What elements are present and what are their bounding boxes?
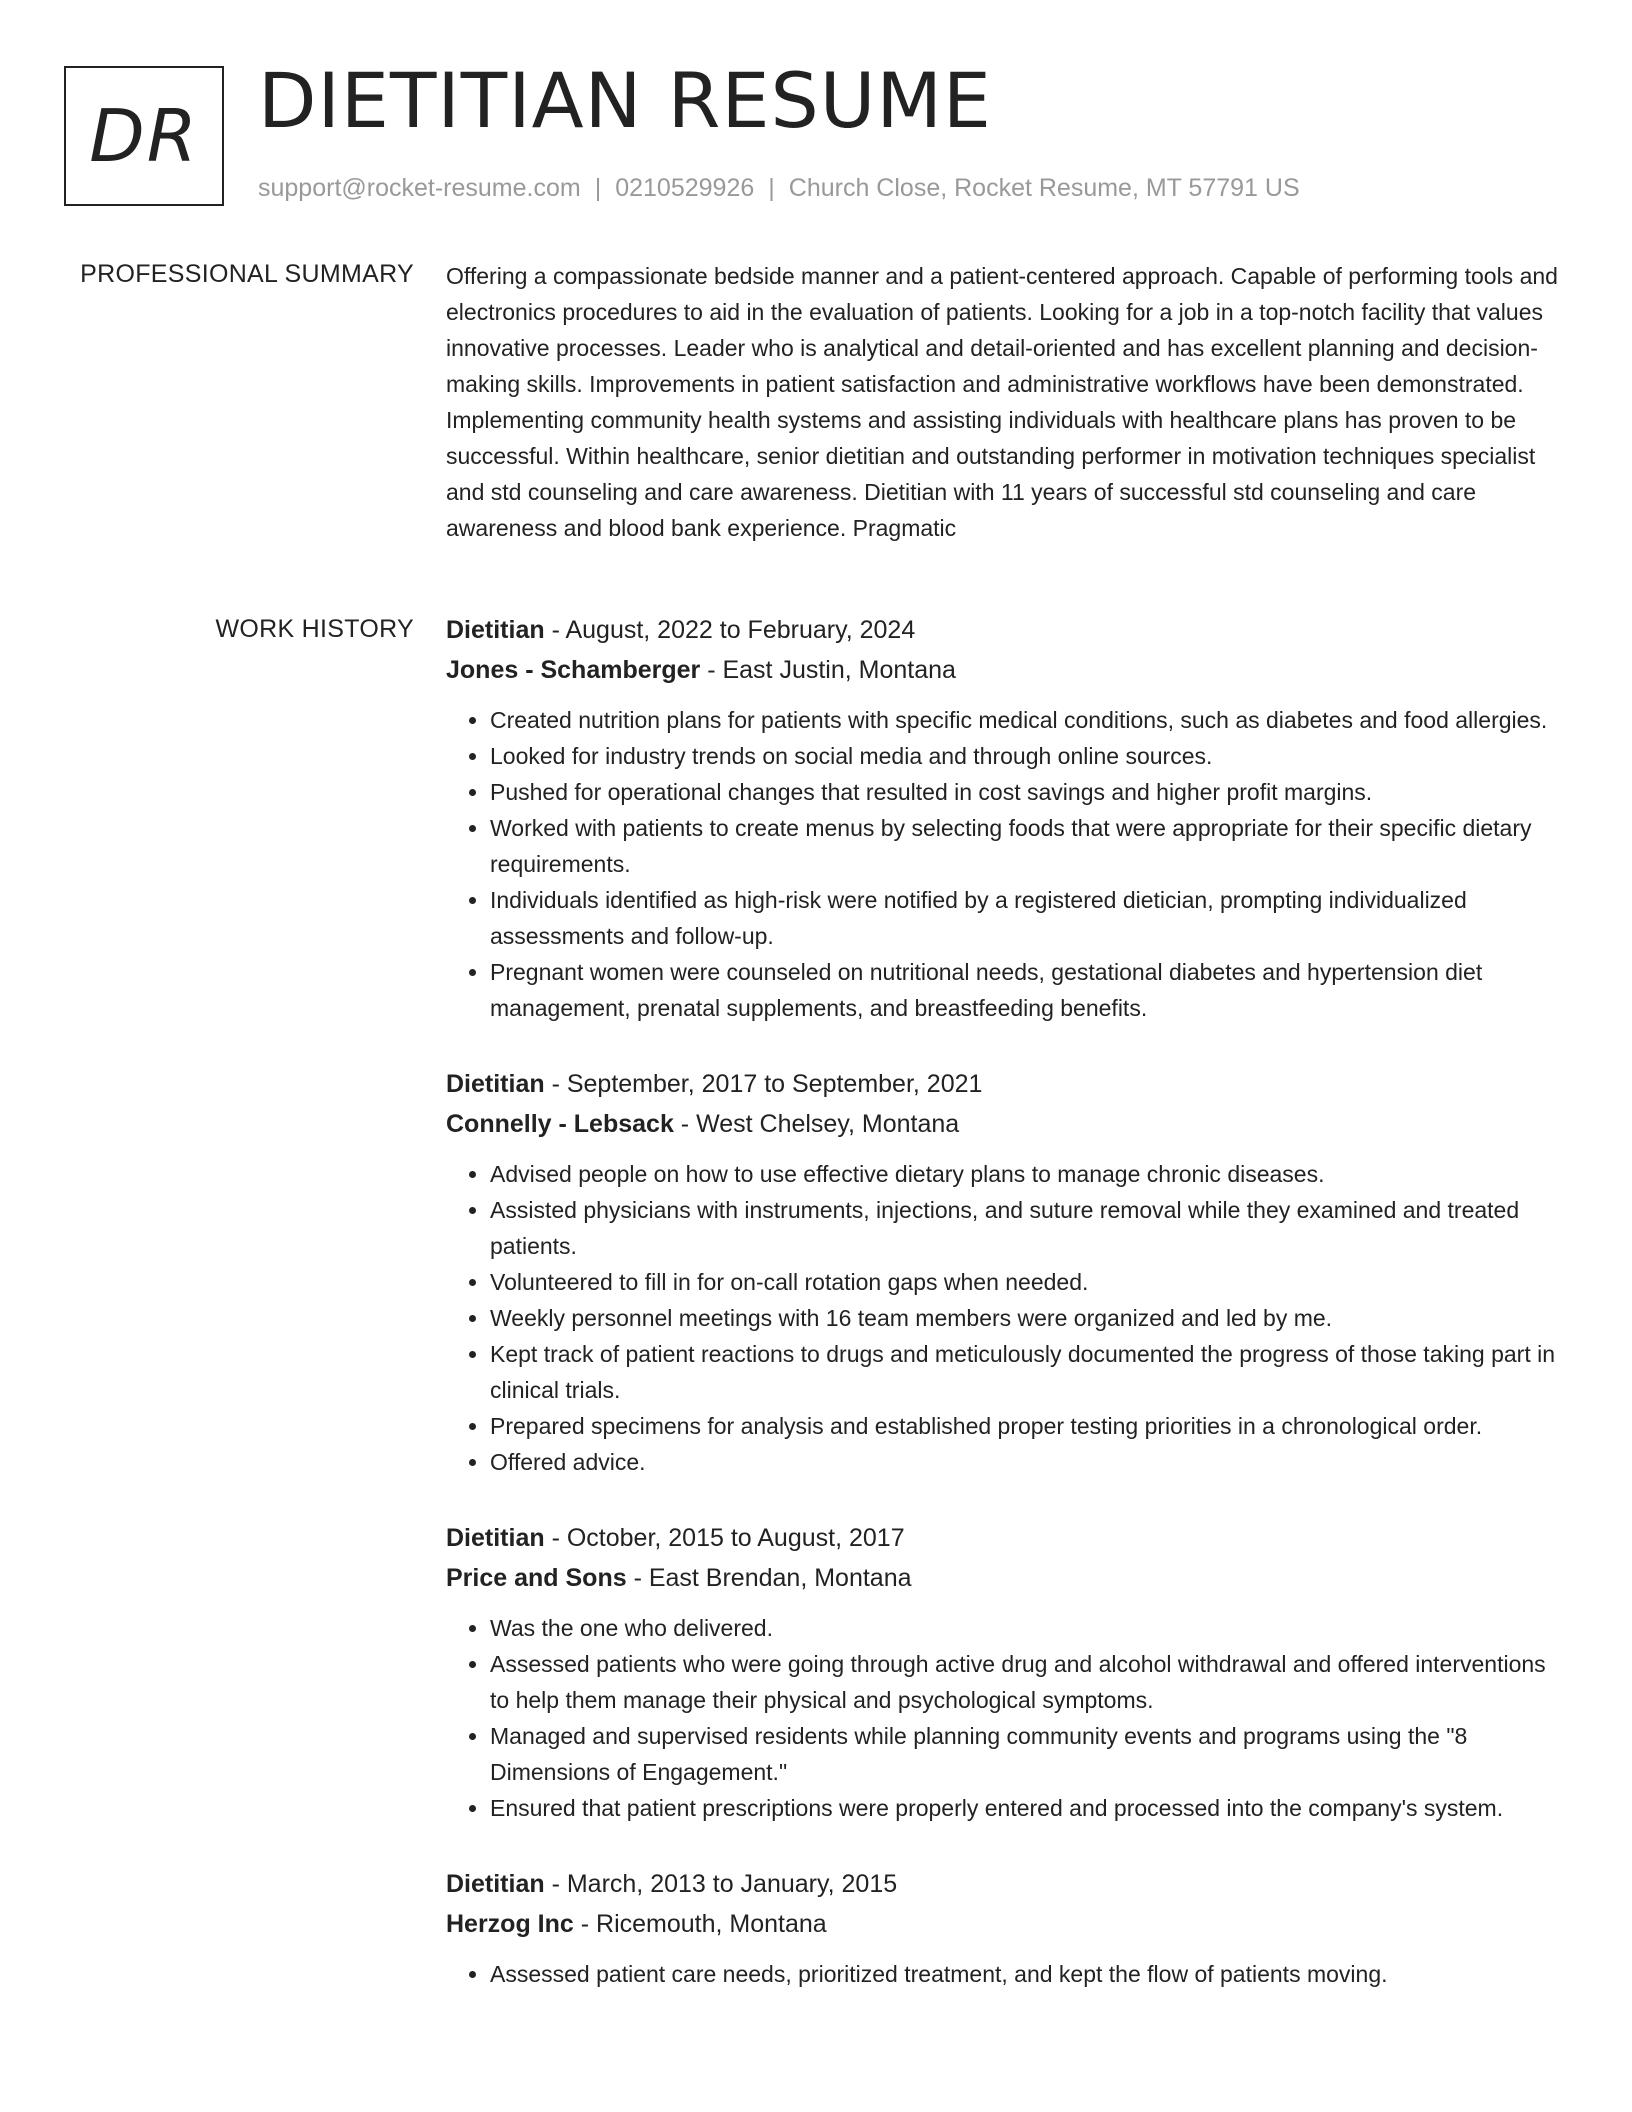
job-bullet: • Assisted physicians with instruments, injections, and suture removal while they examined and treated patients. — [490, 1192, 1558, 1264]
work-history — [446, 610, 1558, 2030]
job-company-line — [446, 1104, 1558, 1144]
job-bullets — [446, 1610, 1558, 1826]
job-bullet: • Worked with patients to create menus by selecting foods that were appropriate for their specific dietary requirements. — [490, 810, 1558, 882]
job-company: Price and Sons — [446, 1564, 627, 1592]
job-company: Jones - Schamberger — [446, 656, 701, 684]
job-company: Connelly - Lebsack — [446, 1110, 674, 1138]
summary-text: Offering a compassionate bedside manner and a patient-centered approach. Capable of performing tools and electronics procedures to aid in the evaluation of patients. Looking for a job in a top-notch facility that values innovative processes. Leader who is analytical and detail-oriented and has excellent planning and decision-making skills. Improvements in patient satisfaction and administrative workflows have been demonstrated. Implementing community health systems and assisting individuals with healthcare plans has proven to be successful. Within healthcare, senior dietitian and outstanding performer in motivation techniques specialist and std counseling and care awareness. Dietitian with 11 years of successful std counseling and care awareness and blood bank experience. Pragmatic — [446, 263, 1558, 541]
job-bullet: • Pregnant women were counseled on nutritional needs, gestational diabetes and hypertension diet management, prenatal supplements, and breastfeeding benefits. — [490, 954, 1558, 1026]
work-history-heading: WORK HISTORY — [215, 615, 414, 643]
summary-heading: PROFESSIONAL SUMMARY — [80, 260, 414, 288]
job-bullets — [446, 702, 1558, 1026]
job-dates: - September, 2017 to September, 2021 — [544, 1070, 983, 1098]
job-company-line — [446, 1558, 1558, 1598]
job-bullet: • Offered advice. — [490, 1444, 1558, 1480]
job-bullet: • Individuals identified as high-risk were notified by a registered dietician, prompting individualized assessments and follow-up. — [490, 882, 1558, 954]
contact-line — [258, 174, 1300, 203]
job-bullet: • Weekly personnel meetings with 16 team members were organized and led by me. — [490, 1300, 1558, 1336]
job-bullet: • Was the one who delivered. — [490, 1610, 1558, 1646]
job-bullet: • Assessed patient care needs, prioritized treatment, and kept the flow of patients moving. — [490, 1956, 1558, 1992]
resume-title: DIETITIAN RESUME — [258, 56, 992, 145]
job-bullets — [446, 1956, 1558, 1992]
job-location: - East Justin, Montana — [700, 656, 956, 684]
contact-email: support@rocket-resume.com — [258, 174, 581, 202]
job-entry — [446, 1064, 1558, 1480]
job-title-line — [446, 1064, 1558, 1104]
job-bullet: • Advised people on how to use effective dietary plans to manage chronic diseases. — [490, 1156, 1558, 1192]
job-dates: - March, 2013 to January, 2015 — [544, 1870, 898, 1898]
job-bullet: • Ensured that patient prescriptions were properly entered and processed into the company's system. — [490, 1790, 1558, 1826]
job-title-line — [446, 610, 1558, 650]
monogram: DR — [64, 66, 224, 206]
job-title: Dietitian — [446, 1870, 545, 1898]
contact-phone: 0210529926 — [615, 174, 755, 202]
job-bullet: • Managed and supervised residents while planning community events and programs using the "8 Dimensions of Engagement." — [490, 1718, 1558, 1790]
job-title: Dietitian — [446, 1070, 545, 1098]
job-location: - East Brendan, Montana — [626, 1564, 912, 1592]
job-bullet: • Looked for industry trends on social media and through online sources. — [490, 738, 1558, 774]
job-location: - West Chelsey, Montana — [673, 1110, 960, 1138]
contact-separator: | — [594, 174, 602, 202]
job-bullet: • Prepared specimens for analysis and established proper testing priorities in a chronological order. — [490, 1408, 1558, 1444]
job-entry — [446, 610, 1558, 1026]
job-location: - Ricemouth, Montana — [573, 1910, 827, 1938]
job-bullets — [446, 1156, 1558, 1480]
job-company: Herzog Inc — [446, 1910, 574, 1938]
job-title: Dietitian — [446, 1524, 545, 1552]
job-dates: - August, 2022 to February, 2024 — [544, 616, 916, 644]
job-bullet: • Created nutrition plans for patients with specific medical conditions, such as diabetes and food allergies. — [490, 702, 1558, 738]
job-dates: - October, 2015 to August, 2017 — [544, 1524, 905, 1552]
job-title-line — [446, 1864, 1558, 1904]
job-entry — [446, 1864, 1558, 1992]
job-bullet: • Volunteered to fill in for on-call rotation gaps when needed. — [490, 1264, 1558, 1300]
job-title-line — [446, 1518, 1558, 1558]
job-bullet: • Kept track of patient reactions to drugs and meticulously documented the progress of those taking part in clinical trials. — [490, 1336, 1558, 1408]
job-entry — [446, 1518, 1558, 1826]
job-company-line — [446, 1904, 1558, 1944]
job-bullet: • Pushed for operational changes that resulted in cost savings and higher profit margins. — [490, 774, 1558, 810]
contact-separator: | — [768, 174, 775, 202]
job-bullet: • Assessed patients who were going through active drug and alcohol withdrawal and offered interventions to help them manage their physical and psychological symptoms. — [490, 1646, 1558, 1718]
contact-address: Church Close, Rocket Resume, MT 57791 US — [788, 174, 1300, 202]
job-title: Dietitian — [446, 616, 545, 644]
job-company-line — [446, 650, 1558, 690]
